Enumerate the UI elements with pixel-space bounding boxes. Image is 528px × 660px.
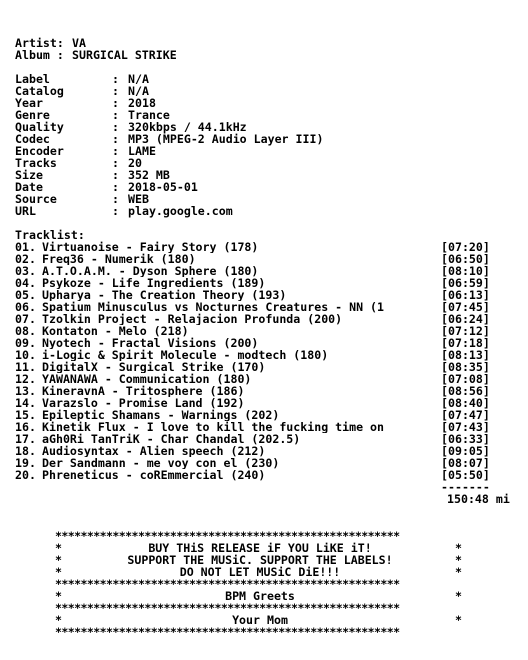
detail-row: Label : N/A xyxy=(15,72,149,86)
track-duration: [07:08] xyxy=(441,372,490,386)
detail-key: Quality xyxy=(15,120,64,134)
track-duration: [07:43] xyxy=(441,420,490,434)
detail-value: 352 MB xyxy=(128,168,170,182)
track-title: Nyotech - Fractal Visions (200) xyxy=(42,337,259,349)
track-number: 04. xyxy=(15,276,36,290)
banner-text-3: DO NOT LET MUSiC DiE!!! xyxy=(179,565,341,579)
banner-line: * SUPPORT THE MUSiC. SUPPORT THE LABELS! * xyxy=(55,553,462,567)
detail-row: Genre : Trance xyxy=(15,108,170,122)
track-title: Kinetik Flux - I love to kill the fucking time on xyxy=(42,421,385,433)
support-banner xyxy=(55,530,465,638)
track-duration: [06:24] xyxy=(441,312,490,326)
track-number: 05. xyxy=(15,288,36,302)
detail-row: Source : WEB xyxy=(15,192,149,206)
album-row xyxy=(15,49,525,61)
detail-row: URL : play.google.com xyxy=(15,204,233,218)
details-list xyxy=(15,73,525,217)
track-number: 11. xyxy=(15,360,36,374)
track-title: Freq36 - Numerik (180) xyxy=(42,253,196,265)
detail-key: Genre xyxy=(15,108,50,122)
greets-text: Your Mom xyxy=(232,613,288,627)
greets-title: BPM Greets xyxy=(225,589,295,603)
banner-border: ****************************************************** xyxy=(55,602,400,614)
greets-row: * Your Mom * xyxy=(55,613,462,627)
track-title: DigitalX - Surgical Strike (170) xyxy=(42,361,266,373)
artist-label: Artist: xyxy=(15,36,64,50)
banner-text-2: SUPPORT THE MUSiC. SUPPORT THE LABELS! xyxy=(127,553,393,567)
track-duration: [06:13] xyxy=(441,288,490,302)
banner-border: ****************************************************** xyxy=(55,626,400,638)
track-title: Tzolkin Project - Relajacion Profunda (200) xyxy=(42,313,343,325)
detail-value: 2018 xyxy=(128,96,156,110)
detail-row: Codec : MP3 (MPEG-2 Audio Layer III) xyxy=(15,132,324,146)
track-number: 16. xyxy=(15,420,36,434)
track-duration: [06:59] xyxy=(441,276,490,290)
detail-key: Tracks xyxy=(15,156,57,170)
total-rule: ------- xyxy=(441,480,490,494)
detail-row: Encoder : LAME xyxy=(15,144,156,158)
detail-key: Label xyxy=(15,72,50,86)
banner-border: ****************************************************** xyxy=(55,530,400,542)
tracklist-heading: Tracklist: xyxy=(15,229,85,241)
track-number: 18. xyxy=(15,444,36,458)
track-duration: [05:50] xyxy=(441,468,490,482)
detail-row: Date : 2018-05-01 xyxy=(15,180,198,194)
detail-row: Year : 2018 xyxy=(15,96,156,110)
album-value: SURGICAL STRIKE xyxy=(72,48,177,62)
track-duration: [08:13] xyxy=(441,348,490,362)
track-number: 19. xyxy=(15,456,36,470)
track-number: 14. xyxy=(15,396,36,410)
track-number: 03. xyxy=(15,264,36,278)
track-title: Upharya - The Creation Theory (193) xyxy=(42,289,287,301)
track-title: Der Sandmann - me voy con el (230) xyxy=(42,457,280,469)
track-title: Varazslo - Promise Land (192) xyxy=(42,397,245,409)
greets-title-row: * BPM Greets * xyxy=(55,589,462,603)
detail-key: Catalog xyxy=(15,84,64,98)
track-title: Virtuanoise - Fairy Story (178) xyxy=(42,241,259,253)
detail-value: MP3 (MPEG-2 Audio Layer III) xyxy=(128,132,324,146)
track-number: 09. xyxy=(15,336,36,350)
detail-row: Quality : 320kbps / 44.1kHz xyxy=(15,120,247,134)
track-number: 07. xyxy=(15,312,36,326)
track-title: Phreneticus - coREmmercial (240) xyxy=(42,469,266,481)
track-title: Epileptic Shamans - Warnings (202) xyxy=(42,409,280,421)
track-duration: [07:47] xyxy=(441,408,490,422)
detail-value: 20 xyxy=(128,156,142,170)
track-title: aGh0Ri TanTriK - Char Chandal (202.5) xyxy=(42,433,301,445)
detail-value: Trance xyxy=(128,108,170,122)
track-title: YAWANAWA - Communication (180) xyxy=(42,373,252,385)
track-number: 12. xyxy=(15,372,36,386)
track-title: Spatium Minusculus vs Nocturnes Creatures - NN (1 xyxy=(42,301,385,313)
release-text xyxy=(15,37,525,505)
detail-key: Year xyxy=(15,96,43,110)
track-duration: [07:12] xyxy=(441,324,490,338)
detail-value: 320kbps / 44.1kHz xyxy=(128,120,247,134)
track-duration: [08:40] xyxy=(441,396,490,410)
banner-line: * BUY THiS RELEASE iF YOU LiKE iT! * xyxy=(55,541,462,555)
track-number: 10. xyxy=(15,348,36,362)
detail-row: Tracks : 20 xyxy=(15,156,142,170)
track-title: Kontaton - Melo (218) xyxy=(42,325,189,337)
track-number: 13. xyxy=(15,384,36,398)
track-duration: [08:56] xyxy=(441,384,490,398)
album-label: Album : xyxy=(15,48,64,62)
track-title: A.T.O.A.M. - Dyson Sphere (180) xyxy=(42,265,259,277)
detail-value: N/A xyxy=(128,84,149,98)
banner-border: ****************************************************** xyxy=(55,578,400,590)
detail-key: Encoder xyxy=(15,144,64,158)
detail-row: Catalog : N/A xyxy=(15,84,149,98)
track-duration: [07:18] xyxy=(441,336,490,350)
banner-text-1: BUY THiS RELEASE iF YOU LiKE iT! xyxy=(148,541,372,555)
detail-key: URL xyxy=(15,204,36,218)
track-duration: [07:20] xyxy=(441,240,490,254)
banner-line: * DO NOT LET MUSiC DiE!!! * xyxy=(55,565,462,579)
track-duration: [08:07] xyxy=(441,456,490,470)
detail-row: Size : 352 MB xyxy=(15,168,170,182)
track-duration: [08:10] xyxy=(441,264,490,278)
track-duration: [06:33] xyxy=(441,432,490,446)
detail-key: Source xyxy=(15,192,57,206)
track-number: 06. xyxy=(15,300,36,314)
track-duration: [09:05] xyxy=(441,444,490,458)
track-title: Psykoze - Life Ingredients (189) xyxy=(42,277,266,289)
track-number: 02. xyxy=(15,252,36,266)
track-number: 17. xyxy=(15,432,36,446)
detail-value: N/A xyxy=(128,72,149,86)
track-duration: [07:45] xyxy=(441,300,490,314)
detail-key: Codec xyxy=(15,132,50,146)
detail-value: LAME xyxy=(128,144,156,158)
track-duration: [08:35] xyxy=(441,360,490,374)
track-number: 01. xyxy=(15,240,36,254)
detail-value: play.google.com xyxy=(128,204,233,218)
track-title: i-Logic & Spirit Molecule - modtech (180) xyxy=(42,349,329,361)
tracklist xyxy=(15,241,525,481)
track-title: Audiosyntax - Alien speech (212) xyxy=(42,445,266,457)
track-number: 20. xyxy=(15,468,36,482)
track-number: 08. xyxy=(15,324,36,338)
total-time: 150:48 mi xyxy=(447,493,510,505)
track-duration: [06:50] xyxy=(441,252,490,266)
detail-value: 2018-05-01 xyxy=(128,180,198,194)
track-title: KineravnA - Tritosphere (186) xyxy=(42,385,245,397)
artist-value: VA xyxy=(72,36,86,50)
detail-key: Size xyxy=(15,168,43,182)
detail-value: WEB xyxy=(128,192,149,206)
track-number: 15. xyxy=(15,408,36,422)
detail-key: Date xyxy=(15,180,43,194)
